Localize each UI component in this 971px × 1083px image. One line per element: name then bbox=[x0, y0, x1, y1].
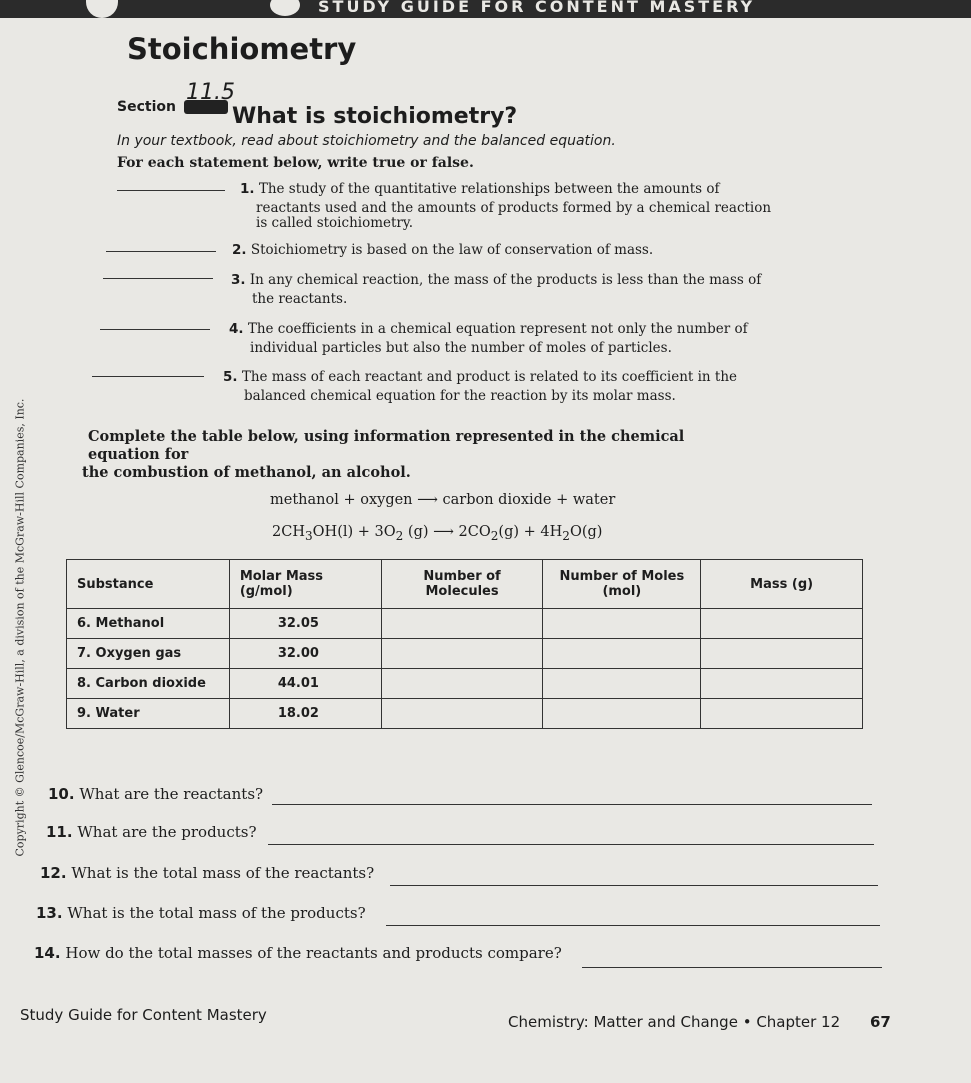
substance-name: Methanol bbox=[95, 616, 165, 631]
header-substance: Substance bbox=[67, 560, 230, 609]
header-moles: Number of Moles (mol) bbox=[543, 560, 701, 609]
page-title: Stoichiometry bbox=[127, 32, 357, 66]
statement-5-line-2: balanced chemical equation for the reaction by its molar mass. bbox=[244, 388, 676, 404]
table-row bbox=[67, 699, 863, 729]
substance-cell bbox=[67, 699, 230, 729]
row-number: 7. bbox=[77, 646, 91, 661]
statement-5 bbox=[223, 370, 737, 385]
row-number: 8. bbox=[77, 676, 91, 691]
instruction-line: the combustion of methanol, an alcohol. bbox=[82, 464, 411, 481]
question-number: 14. bbox=[34, 944, 61, 962]
section-title: What is stoichiometry? bbox=[232, 104, 518, 129]
question-number: 12. bbox=[40, 864, 67, 882]
chemical-equation bbox=[272, 524, 602, 543]
section-number: 11.5 bbox=[186, 80, 235, 105]
answer-line-11[interactable] bbox=[268, 843, 874, 845]
row-number: 9. bbox=[77, 706, 91, 721]
moles-cell[interactable] bbox=[543, 639, 701, 669]
statement-line: In any chemical reaction, the mass of the products is less than the mass of bbox=[249, 272, 762, 288]
mass-cell[interactable] bbox=[701, 609, 863, 639]
statement-3-line-2: the reactants. bbox=[252, 291, 348, 307]
question-text: What are the products? bbox=[77, 823, 257, 841]
footer-right: Chemistry: Matter and Change • Chapter 12 bbox=[508, 1013, 841, 1031]
question-text: What is the total mass of the products? bbox=[67, 904, 366, 922]
question-11 bbox=[46, 823, 257, 841]
row-number: 6. bbox=[77, 616, 91, 631]
molar-mass-cell: 18.02 bbox=[229, 699, 381, 729]
molar-mass-cell: 44.01 bbox=[229, 669, 381, 699]
mass-cell[interactable] bbox=[701, 669, 863, 699]
chapter-circle bbox=[270, 0, 300, 16]
statement-1-line-3: is called stoichiometry. bbox=[256, 215, 413, 231]
answer-line-10[interactable] bbox=[272, 803, 872, 805]
instruction-true-false: For each statement below, write true or false. bbox=[117, 155, 474, 171]
substance-cell bbox=[67, 669, 230, 699]
moles-cell[interactable] bbox=[543, 609, 701, 639]
question-text: What are the reactants? bbox=[79, 785, 264, 803]
substance-name: Carbon dioxide bbox=[95, 676, 206, 691]
molecules-cell[interactable] bbox=[381, 669, 543, 699]
eq-part: OH(l) + 3O bbox=[312, 524, 396, 540]
table-row bbox=[67, 669, 863, 699]
header-molecules: Number of Molecules bbox=[381, 560, 543, 609]
footer-left: Study Guide for Content Mastery bbox=[20, 1006, 267, 1024]
substance-cell bbox=[67, 639, 230, 669]
question-14 bbox=[34, 944, 562, 962]
statement-line: Stoichiometry is based on the law of conservation of mass. bbox=[250, 242, 654, 258]
answer-line-12[interactable] bbox=[390, 884, 878, 886]
statement-4-line-2: individual particles but also the number of moles of particles. bbox=[250, 340, 672, 356]
answer-line-14[interactable] bbox=[582, 966, 882, 968]
eq-sub: 3 bbox=[304, 528, 313, 543]
substance-name: Oxygen gas bbox=[95, 646, 182, 661]
header-molar-mass: Molar Mass (g/mol) bbox=[229, 560, 381, 609]
question-10 bbox=[48, 785, 263, 803]
mass-cell[interactable] bbox=[701, 639, 863, 669]
answer-blank-2[interactable] bbox=[106, 250, 216, 252]
molar-mass-cell: 32.05 bbox=[229, 609, 381, 639]
statement-number: 3. bbox=[231, 272, 246, 288]
table-header-row bbox=[67, 560, 863, 609]
answer-blank-4[interactable] bbox=[100, 328, 210, 330]
intro-text: In your textbook, read about stoichiometry and the balanced equation. bbox=[117, 133, 616, 149]
table-row bbox=[67, 639, 863, 669]
molecules-cell[interactable] bbox=[381, 699, 543, 729]
statement-3 bbox=[231, 273, 761, 288]
question-number: 11. bbox=[46, 823, 73, 841]
instruction-line: Complete the table below, using information represented in the chemical equation for bbox=[88, 428, 685, 463]
table-row bbox=[67, 609, 863, 639]
question-number: 13. bbox=[36, 904, 63, 922]
statement-2 bbox=[232, 243, 653, 258]
question-number: 10. bbox=[48, 785, 75, 803]
stoichiometry-table bbox=[66, 559, 863, 729]
substance-name: Water bbox=[95, 706, 140, 721]
header-mass: Mass (g) bbox=[701, 560, 863, 609]
statement-number: 4. bbox=[229, 321, 244, 337]
statement-line: The study of the quantitative relationships between the amounts of bbox=[258, 181, 720, 197]
eq-part: O(g) bbox=[569, 524, 603, 540]
question-text: What is the total mass of the reactants? bbox=[71, 864, 375, 882]
section-label: Section bbox=[117, 99, 176, 115]
eq-part: (g) + 4H bbox=[498, 524, 563, 540]
statement-1-line-2: reactants used and the amounts of products formed by a chemical reaction bbox=[256, 200, 772, 216]
eq-sub: 2 bbox=[490, 528, 499, 543]
answer-blank-3[interactable] bbox=[103, 277, 213, 279]
statement-number: 1. bbox=[240, 181, 255, 197]
moles-cell[interactable] bbox=[543, 669, 701, 699]
question-13 bbox=[36, 904, 366, 922]
copyright-notice: Copyright © Glencoe/McGraw-Hill, a division of the McGraw-Hill Companies, Inc. bbox=[13, 398, 27, 857]
statement-number: 5. bbox=[223, 369, 238, 385]
question-12 bbox=[40, 864, 374, 882]
eq-part: (g) ⟶ 2CO bbox=[403, 524, 491, 540]
page-number: 67 bbox=[870, 1013, 891, 1031]
statement-line: The mass of each reactant and product is related to its coefficient in the bbox=[241, 369, 738, 385]
molecules-cell[interactable] bbox=[381, 609, 543, 639]
eq-sub: 2 bbox=[395, 528, 404, 543]
banner-tab-shape bbox=[86, 0, 118, 18]
instruction-table bbox=[82, 428, 728, 482]
eq-part: 2CH bbox=[272, 524, 305, 540]
question-text: How do the total masses of the reactants and products compare? bbox=[65, 944, 562, 962]
answer-blank-1[interactable] bbox=[117, 189, 225, 191]
word-equation: methanol + oxygen ⟶ carbon dioxide + water bbox=[270, 492, 616, 508]
statement-4 bbox=[229, 322, 748, 337]
eq-sub: 2 bbox=[562, 528, 570, 543]
answer-line-13[interactable] bbox=[386, 924, 880, 926]
answer-blank-5[interactable] bbox=[92, 375, 204, 377]
moles-cell[interactable] bbox=[543, 699, 701, 729]
mass-cell[interactable] bbox=[701, 699, 863, 729]
molar-mass-cell: 32.00 bbox=[229, 639, 381, 669]
top-banner bbox=[0, 0, 971, 18]
statement-line: The coefficients in a chemical equation represent not only the number of bbox=[247, 321, 748, 337]
statement-1 bbox=[240, 182, 719, 197]
substance-cell bbox=[67, 609, 230, 639]
banner-text: STUDY GUIDE FOR CONTENT MASTERY bbox=[318, 0, 756, 16]
statement-number: 2. bbox=[232, 242, 247, 258]
molecules-cell[interactable] bbox=[381, 639, 543, 669]
